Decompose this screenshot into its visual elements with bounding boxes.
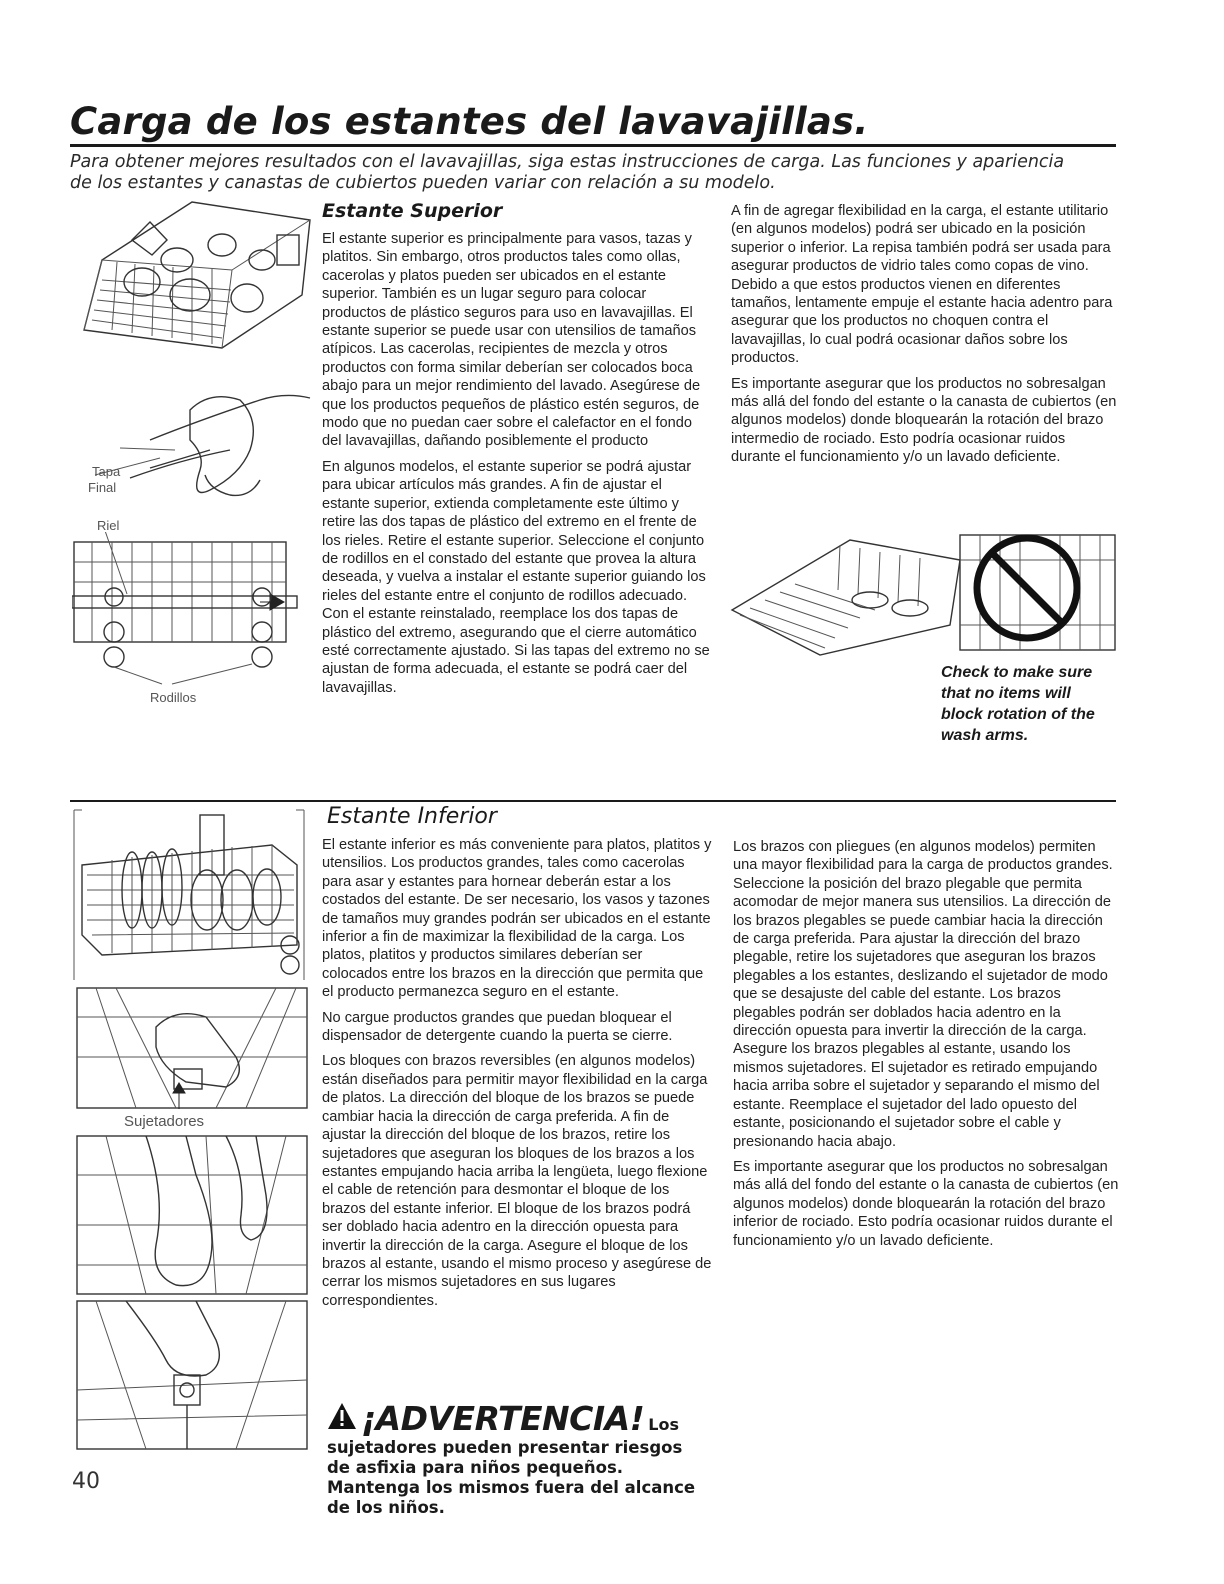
intro-text: Para obtener mejores resultados con el lavavajillas, siga estas instrucciones de carga. Las funciones y apariencia de los estantes y canastas de cubiertos pueden variar con relación a su modelo. bbox=[70, 152, 1065, 193]
upper-para-2: En algunos modelos, el estante superior se podrá ajustar para ubicar artículos más grandes. A fin de ajustar el estante superior, extienda completamente este último y retire las dos tapas de plástico del extremo en el frente de los rieles. Retire el estante superior. Seleccione el conjunto de rodillos en el constado del estante que provea la altura deseada, y vuelva a instalar el estante superior guiando los rieles del estante entre el conjunto de rodillos adecuado. Con el estante reinstalado, reemplace los dos tapas de plástico del extremo, asegurando que el cierre automático esté correctamente ajustado. Si las tapas del extremo no se ajustan de forma adecuada, el estante se podrá caer del lavavajillas. bbox=[322, 458, 710, 696]
page-title: Carga de los estantes del lavavajillas. bbox=[70, 100, 869, 143]
lower-para-5: Es importante asegurar que los productos no sobresalgan más allá del fondo del estante o la canasta de cubiertos (en algunos modelos) donde bloquearán la rotación del brazo inferior de rociado. Esto podría ocasionar ruidos durante el funcionamiento y/o un lavado deficiente. bbox=[733, 1158, 1119, 1249]
upper-para-4: Es importante asegurar que los productos no sobresalgan más allá del fondo del estante o la canasta de cubiertos (en algunos modelos) donde bloquearán la rotación del brazo intermedio de rociado. Esto podría ocasionar ruidos durante el funcionamiento y/o un lavado deficiente. bbox=[731, 375, 1117, 466]
upper-rack-illustration bbox=[72, 200, 312, 350]
warning-triangle-icon bbox=[327, 1402, 357, 1430]
arm-clip-illustration bbox=[76, 1300, 308, 1450]
lower-para-1: El estante inferior es más conveniente para platos, platitos y utensilios. Los productos grandes, tales como cacerolas para asar y estantes para hornear deberán estar a los costados del estante. De ser necesario, los vasos y tazones de tamaños muy grandes podrán ser ubicados en el estante inferior a fin de maximizar la flexibilidad de la carga. Los platos, platitos y productos similares deberían ser colocados entre los brazos en la dirección que permita que el producto permanezca seguro en el estante. bbox=[322, 837, 712, 1001]
lower-text-right bbox=[733, 838, 1119, 1257]
upper-text-right bbox=[731, 202, 1117, 474]
label-rodillos: Rodillos bbox=[150, 690, 197, 705]
upper-para-1: El estante superior es principalmente para vasos, tazas y platitos. Sin embargo, otros productos tales como ollas, cacerolas y platos pueden ser ubicados en el estante superior. También es un lugar seguro para colocar productos de plástico seguros para uso en lavavajillas. El estante superior se puede usar con utensilios de tamaños atípicos. Las cacerolas, recipientes de mezcla y otros productos con forma similar deberían ser colocados boca abajo para un mejor rendimiento del lavado. Asegúrese de que los productos pequeños de plástico estén seguros, de modo que no puedan caer sobre el calefactor en el fondo del lavavajillas, dañando posiblemente el producto bbox=[322, 231, 701, 450]
label-riel: Riel bbox=[97, 518, 120, 533]
lower-rack-illustration bbox=[72, 805, 308, 980]
end-cap-illustration bbox=[90, 380, 315, 510]
warning-lead: Los bbox=[648, 1415, 679, 1434]
lower-heading: Estante Inferior bbox=[327, 804, 497, 829]
lower-para-3: Los bloques con brazos reversibles (en algunos modelos) están diseñados para permitir mayor flexibilidad en la carga de platos. La dirección del bloque de los brazos se puede cambiar hacia la dirección de carga preferida. A fin de ajustar la dirección del bloque de los brazos, retire los sujetadores que aseguran los bloques de los brazos a los estantes empujando hacia arriba la lengüeta, luego flexione el cable de retención para desmontar el bloque de los brazos del estante inferior. El bloque de los brazos podrá ser doblado hacia adentro en la dirección opuesta para invertir la dirección de la carga. Asegure el bloque de los brazos al estante, usando el mismo proceso y asegúrese de cerrar los mismos sujetadores en sus lugares correspondientes. bbox=[322, 1053, 712, 1309]
lower-para-4: Los brazos con pliegues (en algunos modelos) permiten una mayor flexibilidad para la carga de productos grandes. Seleccione la posición del brazo plegable que permita acomodar de mejor manera sus utensilios. La dirección de los brazos plegables se puede cambiar hacia la dirección de carga preferida. Para ajustar la dirección del brazo plegable, retire los sujetadores que aseguran los brazos plegables a los estantes, deslizando el sujetador de modo que se desajuste del cable del estante. Los brazos plegables podrán ser doblados hacia adentro en la dirección opuesta para invertir la dirección de la carga. Asegure los brazos plegables al estante, usando los mismos sujetadores. El sujetador es retirado empujando hacia arriba sobre el sujetador y separando el mismo del estante. Reemplace el sujetador del lado opuesto del estante, posicionando el sujetador sobre el cable y presionando hacia abajo. bbox=[733, 839, 1113, 1150]
section-rule bbox=[70, 800, 1116, 802]
rail-rollers-illustration bbox=[72, 532, 302, 692]
wash-arm-caption: Check to make sure that no items will block rotation of the wash arms. bbox=[941, 664, 1095, 744]
lower-text-left bbox=[322, 836, 712, 1317]
warning-heading: ¡ADVERTENCIA! bbox=[361, 1399, 645, 1438]
page-number: 40 bbox=[72, 1469, 100, 1494]
label-final: Final bbox=[88, 480, 117, 495]
upper-heading: Estante Superior bbox=[322, 200, 503, 222]
wash-arm-illustration bbox=[730, 530, 1120, 660]
label-sujetadores: Sujetadores bbox=[124, 1113, 205, 1130]
title-rule bbox=[70, 144, 1116, 147]
warning-text: sujetadores pueden presentar riesgos de asfixia para niños pequeños. Mantenga los mismos fuera del alcance de los niños. bbox=[327, 1438, 696, 1517]
warning-block bbox=[327, 1399, 727, 1518]
finger-press-illustration bbox=[76, 1135, 308, 1295]
clip-illustration bbox=[76, 987, 308, 1109]
upper-para-3: A fin de agregar flexibilidad en la carga, el estante utilitario (en algunos modelos) podrá ser ubicado en la posición superior o inferior. La repisa también podrá ser usada para asegurar productos de vidrio tales como copas de vino. Debido a que estos productos vienen en diferentes tamaños, lentamente empuje el estante hacia adentro para asegurar que los productos no choquen contra el lavavajillas, lo cual podrá ocasionar daños sobre los productos. bbox=[731, 203, 1113, 367]
upper-text-left bbox=[322, 230, 710, 704]
lower-para-2: No cargue productos grandes que puedan bloquear el dispensador de detergente cuando la puerta se cierre. bbox=[322, 1009, 673, 1045]
label-tapa: Tapa bbox=[92, 464, 121, 479]
